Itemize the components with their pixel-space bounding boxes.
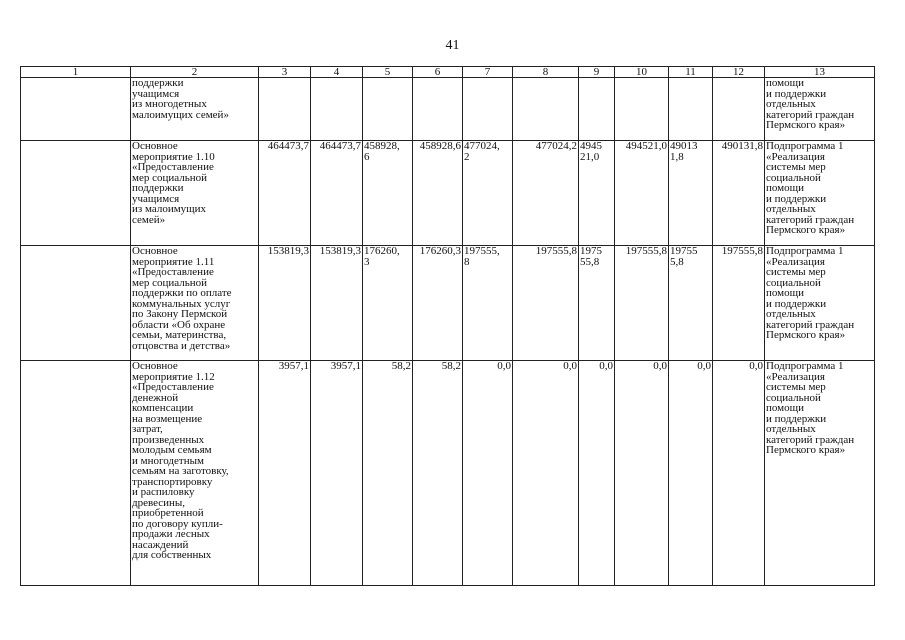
cell-col-1 xyxy=(21,141,131,246)
row-1-10 xyxy=(21,141,875,246)
header-col-6: 6 xyxy=(413,67,463,78)
cell-col-9: 0,0 xyxy=(579,361,615,586)
cell-col-10 xyxy=(615,78,669,141)
cell-col-1 xyxy=(21,78,131,141)
cell-col-10: 494521,0 xyxy=(615,141,669,246)
header-col-7: 7 xyxy=(463,67,513,78)
header-row xyxy=(21,67,875,78)
cell-col-4 xyxy=(311,78,363,141)
cell-col-4: 464473,7 xyxy=(311,141,363,246)
header-col-1: 1 xyxy=(21,67,131,78)
cell-col-11 xyxy=(669,78,713,141)
cell-col-1 xyxy=(21,361,131,586)
cell-col-3 xyxy=(259,78,311,141)
cell-col-5: 458928, 6 xyxy=(363,141,413,246)
cell-col-5: 58,2 xyxy=(363,361,413,586)
cell-col-7 xyxy=(463,78,513,141)
cell-col-6: 58,2 xyxy=(413,361,463,586)
cell-col-9 xyxy=(579,78,615,141)
cell-col-7: 0,0 xyxy=(463,361,513,586)
cell-col-10: 0,0 xyxy=(615,361,669,586)
header-col-3: 3 xyxy=(259,67,311,78)
cell-col-2: Основное мероприятие 1.11 «Предоставление мер социальной поддержки по оплате коммунальных услуг по Закону Пермской области «Об охране семьи, материнства, отцовства и детства» xyxy=(131,246,259,361)
cell-col-3: 153819,3 xyxy=(259,246,311,361)
cell-col-4: 153819,3 xyxy=(311,246,363,361)
cell-col-11: 49013 1,8 xyxy=(669,141,713,246)
data-table xyxy=(20,66,875,586)
cell-col-8: 0,0 xyxy=(513,361,579,586)
cell-col-7: 197555, 8 xyxy=(463,246,513,361)
header-col-5: 5 xyxy=(363,67,413,78)
header-col-10: 10 xyxy=(615,67,669,78)
cell-col-2: поддержки учащимся из многодетных малоимущих семей» xyxy=(131,78,259,141)
cell-col-13: Подпрограмма 1 «Реализация системы мер социальной помощи и поддержки отдельных категорий граждан Пермского края» xyxy=(765,361,875,586)
page-number: 41 xyxy=(445,38,460,53)
cell-col-13: Подпрограмма 1 «Реализация системы мер социальной помощи и поддержки отдельных категорий граждан Пермского края» xyxy=(765,141,875,246)
cell-col-4: 3957,1 xyxy=(311,361,363,586)
cell-col-2: Основное мероприятие 1.10 «Предоставление мер социальной поддержки учащимся из малоимущих семей» xyxy=(131,141,259,246)
cell-col-6 xyxy=(413,78,463,141)
header-col-8: 8 xyxy=(513,67,579,78)
cell-col-3: 3957,1 xyxy=(259,361,311,586)
cell-col-7: 477024, 2 xyxy=(463,141,513,246)
cell-col-9: 1975 55,8 xyxy=(579,246,615,361)
header-col-4: 4 xyxy=(311,67,363,78)
row-1-12 xyxy=(21,361,875,586)
cell-col-2: Основное мероприятие 1.12 «Предоставление денежной компенсации на возмещение затрат, произведенных молодым семьям и многодетным семьям на заготовку, транспортировку и распиловку древесины, приобретенной по договору купли- продажи лесных насаждений для собственных xyxy=(131,361,259,586)
cell-col-12: 0,0 xyxy=(713,361,765,586)
cell-col-9: 4945 21,0 xyxy=(579,141,615,246)
cell-col-6: 176260,3 xyxy=(413,246,463,361)
cell-col-3: 464473,7 xyxy=(259,141,311,246)
cell-col-6: 458928,6 xyxy=(413,141,463,246)
row-1-9-continued xyxy=(21,78,875,141)
cell-col-5 xyxy=(363,78,413,141)
cell-col-10: 197555,8 xyxy=(615,246,669,361)
header-col-2: 2 xyxy=(131,67,259,78)
cell-col-11: 0,0 xyxy=(669,361,713,586)
header-col-9: 9 xyxy=(579,67,615,78)
header-col-13: 13 xyxy=(765,67,875,78)
cell-col-12: 197555,8 xyxy=(713,246,765,361)
cell-col-1 xyxy=(21,246,131,361)
cell-col-12: 490131,8 xyxy=(713,141,765,246)
cell-col-8 xyxy=(513,78,579,141)
cell-col-11: 19755 5,8 xyxy=(669,246,713,361)
cell-col-5: 176260, 3 xyxy=(363,246,413,361)
header-col-11: 11 xyxy=(669,67,713,78)
row-1-11 xyxy=(21,246,875,361)
header-col-12: 12 xyxy=(713,67,765,78)
cell-col-12 xyxy=(713,78,765,141)
cell-col-8: 477024,2 xyxy=(513,141,579,246)
cell-col-13: помощи и поддержки отдельных категорий граждан Пермского края» xyxy=(765,78,875,141)
cell-col-8: 197555,8 xyxy=(513,246,579,361)
cell-col-13: Подпрограмма 1 «Реализация системы мер социальной помощи и поддержки отдельных категорий граждан Пермского края» xyxy=(765,246,875,361)
